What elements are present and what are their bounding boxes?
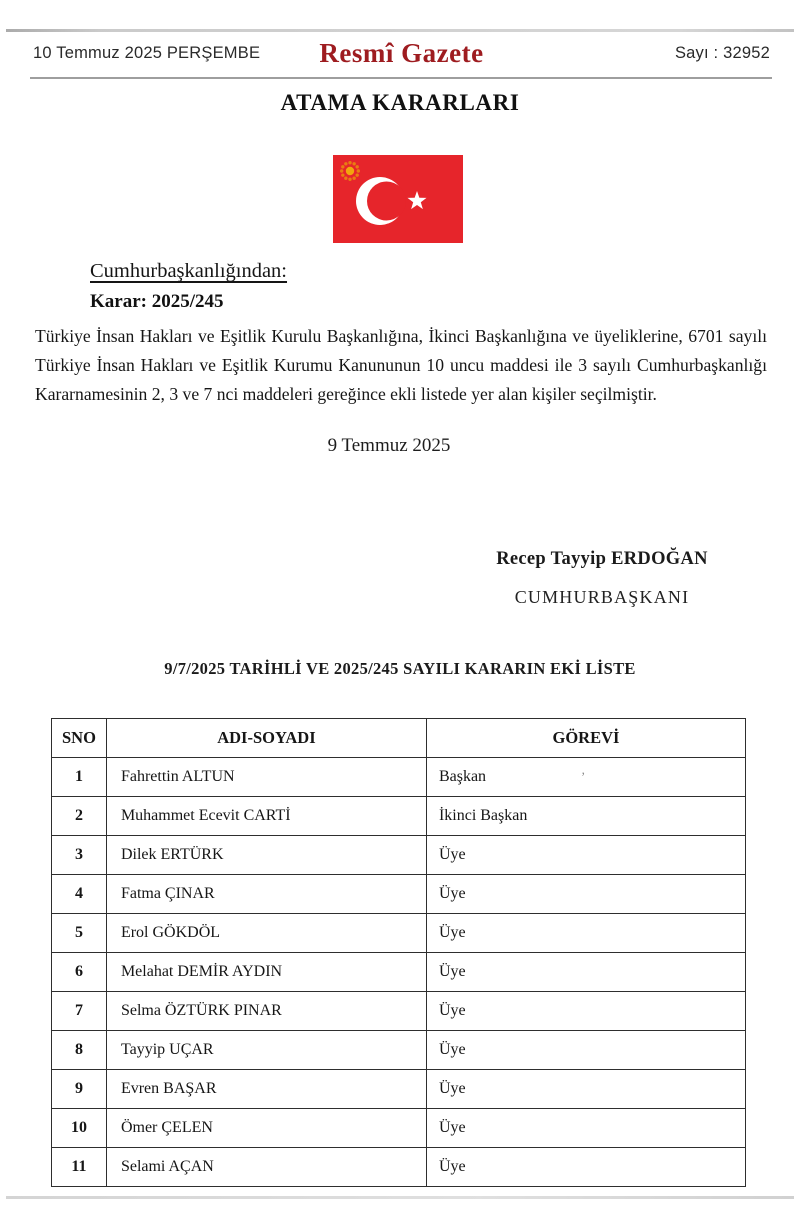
- cell-name: Fatma ÇINAR: [106, 875, 426, 914]
- cell-role: Üye: [426, 1148, 745, 1187]
- signatory-title: CUMHURBAŞKANI: [514, 587, 690, 607]
- section-title: ATAMA KARARLARI: [280, 90, 520, 115]
- table-row: [52, 797, 746, 836]
- annex-table-head: [52, 719, 746, 758]
- cell-sno: 9: [52, 1070, 107, 1109]
- signature-block: [452, 549, 752, 608]
- cell-name: Tayyip UÇAR: [106, 1031, 426, 1070]
- cell-role: Üye: [426, 1070, 745, 1109]
- cell-sno: 5: [52, 914, 107, 953]
- cell-role: Üye: [426, 836, 745, 875]
- header-row: [52, 719, 746, 758]
- masthead-issue-number: Sayı : 32952: [674, 44, 770, 62]
- annex-table-body: [52, 758, 746, 1187]
- cell-role: Üye: [426, 1031, 745, 1070]
- header-sno: SNO: [52, 719, 107, 758]
- decree-number: Karar: 2025/245: [90, 291, 224, 312]
- scan-edge-top: [6, 29, 794, 32]
- cell-sno: 1: [52, 758, 107, 797]
- cell-role: İkinci Başkan: [426, 797, 745, 836]
- table-row: [52, 836, 746, 875]
- cell-name: Evren BAŞAR: [106, 1070, 426, 1109]
- flag-graphic: [333, 155, 463, 243]
- cell-name: Fahrettin ALTUN: [106, 758, 426, 797]
- cell-sno: 6: [52, 953, 107, 992]
- cell-role: Üye: [426, 914, 745, 953]
- cell-role: Üye: [426, 992, 745, 1031]
- cell-name: Muhammet Ecevit CARTİ: [106, 797, 426, 836]
- decree-body-text: Türkiye İnsan Hakları ve Eşitlik Kurulu Başkanlığına, İkinci Başkanlığına ve üyeliklerine, 6701 sayılı Türkiye İnsan Hakları ve Eşitlik Kurumu Kanununun 10 uncu maddesi ile 3 sayılı Cumhurbaşkanlığı Kararnamesinin 2, 3 ve 7 nci maddeleri gereğince ekli listede yer alan kişiler seçilmiştir.: [35, 326, 767, 404]
- cell-role: Üye: [426, 1109, 745, 1148]
- cell-name: Melahat DEMİR AYDIN: [106, 953, 426, 992]
- turkish-flag-presidential-emblem: [333, 155, 463, 243]
- header-name: ADI-SOYADI: [106, 719, 426, 758]
- annex-table: [51, 718, 746, 1187]
- table-row: [52, 875, 746, 914]
- scan-artifact-mark: ’: [581, 769, 586, 784]
- issuing-authority: Cumhurbaşkanlığından:: [90, 260, 288, 282]
- cell-sno: 10: [52, 1109, 107, 1148]
- masthead-date: 10 Temmuz 2025 PERŞEMBE: [33, 44, 261, 62]
- table-row: [52, 1031, 746, 1070]
- table-row: [52, 758, 746, 797]
- cell-name: Selami AÇAN: [106, 1148, 426, 1187]
- table-row: [52, 1070, 746, 1109]
- table-row: [52, 1109, 746, 1148]
- cell-name: Selma ÖZTÜRK PINAR: [106, 992, 426, 1031]
- cell-name: Dilek ERTÜRK: [106, 836, 426, 875]
- decree-date: 9 Temmuz 2025: [327, 435, 451, 456]
- header-role: GÖREVİ: [426, 719, 745, 758]
- cell-role: Üye: [426, 953, 745, 992]
- cell-name: Erol GÖKDÖL: [106, 914, 426, 953]
- masthead: [33, 38, 770, 74]
- cell-sno: 7: [52, 992, 107, 1031]
- cell-sno: 3: [52, 836, 107, 875]
- table-row: [52, 992, 746, 1031]
- annex-list-title: 9/7/2025 TARİHLİ VE 2025/245 SAYILI KARARIN EKİ LİSTE: [164, 659, 636, 678]
- cell-role: Başkan ’: [426, 758, 745, 797]
- cell-role: Üye: [426, 875, 745, 914]
- masthead-divider: [30, 77, 772, 79]
- table-row: [52, 1148, 746, 1187]
- table-row: [52, 953, 746, 992]
- cell-sno: 8: [52, 1031, 107, 1070]
- masthead-title: Resmî Gazete: [319, 38, 484, 68]
- table-row: [52, 914, 746, 953]
- cell-sno: 2: [52, 797, 107, 836]
- signatory-name: Recep Tayyip ERDOĞAN: [496, 549, 708, 569]
- scan-edge-bottom: [6, 1196, 794, 1199]
- cell-sno: 4: [52, 875, 107, 914]
- cell-name: Ömer ÇELEN: [106, 1109, 426, 1148]
- cell-sno: 11: [52, 1148, 107, 1187]
